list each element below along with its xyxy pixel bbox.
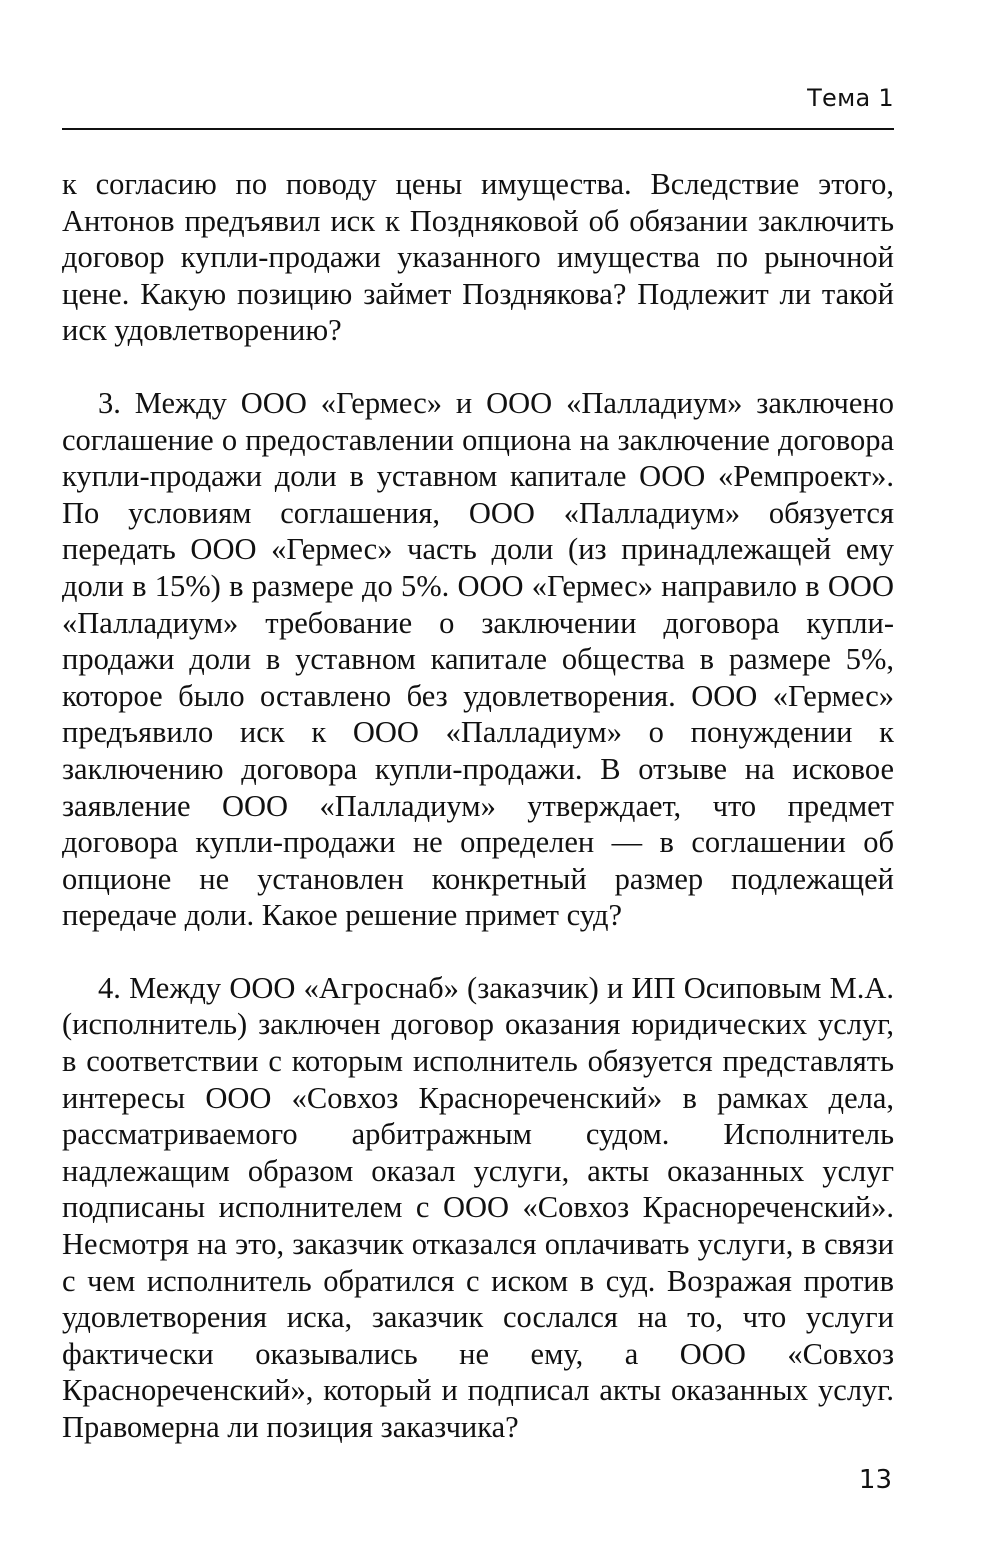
header-rule (62, 128, 894, 130)
page-number: 13 (858, 1465, 892, 1495)
body-text (62, 166, 894, 1446)
running-header: Тема 1 (807, 84, 894, 112)
paragraph-continuation: к согласию по поводу цены имущества. Вследствие этого, Антонов предъявил иск к Поздняковой об обязании заключить договор купли-продажи указанного имущества по рыночной цене. Какую позицию займет Позднякова? Подлежит ли такой иск удовлетворению? (62, 167, 894, 348)
paragraph-task-3: 3. Между ООО «Гермес» и ООО «Палладиум» заключено соглашение о предоставлении опциона на заключение договора купли-продажи доли в уставном капитале ООО «Ремпроект». По условиям соглашения, ООО «Палладиум» обязуется передать ООО «Гермес» часть доли (из принадлежащей ему доли в 15%) в размере до 5%. ООО «Гермес» направило в ООО «Палладиум» требование о заключении договора купли-продажи доли в уставном капитале общества в размере 5%, которое было оставлено без удовлетворения. ООО «Гермес» предъявило иск к ООО «Палладиум» о понуждении к заключению договора купли-продажи. В отзыве на исковое заявление ООО «Палладиум» утверждает, что предмет договора купли-продажи не определен — в соглашении об опционе не установлен конкретный размер подлежащей передаче доли. Какое решение примет суд? (62, 385, 894, 933)
paragraph-task-4: 4. Между ООО «Агроснаб» (заказчик) и ИП Осиповым М.А. (исполнитель) заключен договор оказания юридических услуг, в соответствии с которым исполнитель обязуется представлять интересы ООО «Совхоз Краснореченский» в рамках дела, рассматриваемого арбитражным судом. Исполнитель надлежащим образом оказал услуги, акты оказанных услуг подписаны исполнителем с ООО «Совхоз Краснореченский». Несмотря на это, заказчик отказался оплачивать услуги, в связи с чем исполнитель обратился с иском в суд. Возражая против удовлетворения иска, заказчик сослался на то, что услуги фактически оказывались не ему, а ООО «Совхоз Краснореченский», который и подписал акты оказанных услуг. Правомерна ли позиция заказчика? (62, 970, 894, 1444)
